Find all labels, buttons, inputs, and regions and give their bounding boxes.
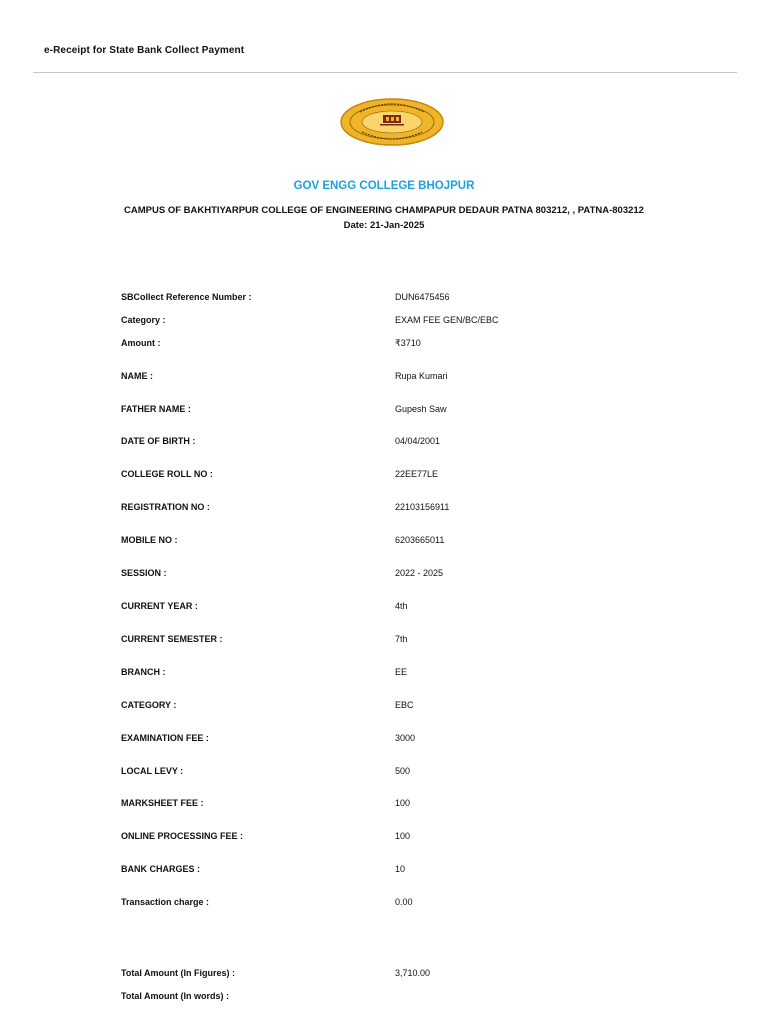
receipt-row-value: DUN6475456 — [395, 292, 450, 302]
receipt-row-label: FATHER NAME : — [121, 404, 191, 414]
receipt-row-value: 22103156911 — [395, 502, 450, 512]
total-figures-value: 3,710.00 — [395, 968, 431, 978]
receipt-row-value: 04/04/2001 — [395, 436, 441, 446]
receipt-row-label: CATEGORY : — [121, 700, 177, 710]
receipt-row-label: BRANCH : — [121, 667, 166, 677]
receipt-row-value: 4th — [395, 601, 408, 611]
receipt-row-label: EXAMINATION FEE : — [121, 733, 209, 743]
receipt-row-value: EXAM FEE GEN/BC/EBC — [395, 315, 499, 325]
receipt-row-value: 6203665011 — [395, 535, 445, 545]
receipt-row — [0, 292, 768, 306]
college-name: GOV ENGG COLLEGE BHOJPUR — [293, 180, 475, 192]
receipt-row-value: Gupesh Saw — [395, 404, 447, 414]
receipt-row — [0, 831, 768, 845]
receipt-row-label: MARKSHEET FEE : — [121, 798, 204, 808]
receipt-row-value: 7th — [395, 634, 408, 644]
receipt-row — [0, 568, 768, 582]
total-words-row — [0, 991, 768, 1005]
receipt-row-value: 3000 — [395, 733, 416, 743]
receipt-row-value: EE — [395, 667, 408, 677]
receipt-row-label: SESSION : — [121, 568, 167, 578]
receipt-row-value: 2022 - 2025 — [395, 568, 444, 578]
receipt-row-label: DATE OF BIRTH : — [121, 436, 196, 446]
receipt-row-label: CURRENT SEMESTER : — [121, 634, 223, 644]
header-divider — [33, 72, 737, 73]
receipt-row-label: Transaction charge : — [121, 897, 210, 907]
receipt-row — [0, 601, 768, 615]
receipt-row — [0, 469, 768, 483]
receipt-row — [0, 535, 768, 549]
receipt-row-label: SBCollect Reference Number : — [121, 292, 252, 302]
receipt-row-label: NAME : — [121, 371, 153, 381]
receipt-row-value: ₹3710 — [395, 338, 421, 348]
college-address: CAMPUS OF BAKHTIYARPUR COLLEGE OF ENGINEERING CHAMPAPUR DEDAUR PATNA 803212, , PATNA-803212 — [124, 205, 644, 216]
receipt-row — [0, 404, 768, 418]
college-seal-logo — [340, 98, 444, 146]
receipt-row — [0, 766, 768, 780]
receipt-row — [0, 371, 768, 385]
receipt-row — [0, 897, 768, 911]
receipt-row-label: MOBILE NO : — [121, 535, 178, 545]
receipt-row — [0, 634, 768, 648]
receipt-row-value: 22EE77LE — [395, 469, 439, 479]
receipt-row-value: 500 — [395, 766, 411, 776]
receipt-row-label: CURRENT YEAR : — [121, 601, 198, 611]
receipt-row-label: Category : — [121, 315, 166, 325]
receipt-row-label: BANK CHARGES : — [121, 864, 201, 874]
receipt-row-value: 100 — [395, 831, 411, 841]
receipt-row-value: 100 — [395, 798, 411, 808]
receipt-row-label: REGISTRATION NO : — [121, 502, 210, 512]
receipt-row-value: EBC — [395, 700, 414, 710]
receipt-row — [0, 667, 768, 681]
receipt-date: Date: 21-Jan-2025 — [343, 220, 425, 231]
receipt-row — [0, 733, 768, 747]
receipt-row-label: LOCAL LEVY : — [121, 766, 184, 776]
receipt-row-label: Amount : — [121, 338, 161, 348]
receipt-row — [0, 798, 768, 812]
receipt-row-label: COLLEGE ROLL NO : — [121, 469, 213, 479]
receipt-header-title: e-Receipt for State Bank Collect Payment — [44, 45, 245, 56]
total-figures-row — [0, 968, 768, 982]
receipt-row-label: ONLINE PROCESSING FEE : — [121, 831, 244, 841]
receipt-row-value: 0.00 — [395, 897, 413, 907]
total-words-label: Total Amount (In words) : — [121, 991, 229, 1001]
receipt-row — [0, 864, 768, 878]
receipt-row-value: Rupa Kumari — [395, 371, 448, 381]
receipt-row — [0, 436, 768, 450]
receipt-row-value: 10 — [395, 864, 406, 874]
receipt-row — [0, 502, 768, 516]
receipt-row — [0, 315, 768, 329]
receipt-row — [0, 700, 768, 714]
total-figures-label: Total Amount (In Figures) : — [121, 968, 235, 978]
receipt-row — [0, 338, 768, 352]
